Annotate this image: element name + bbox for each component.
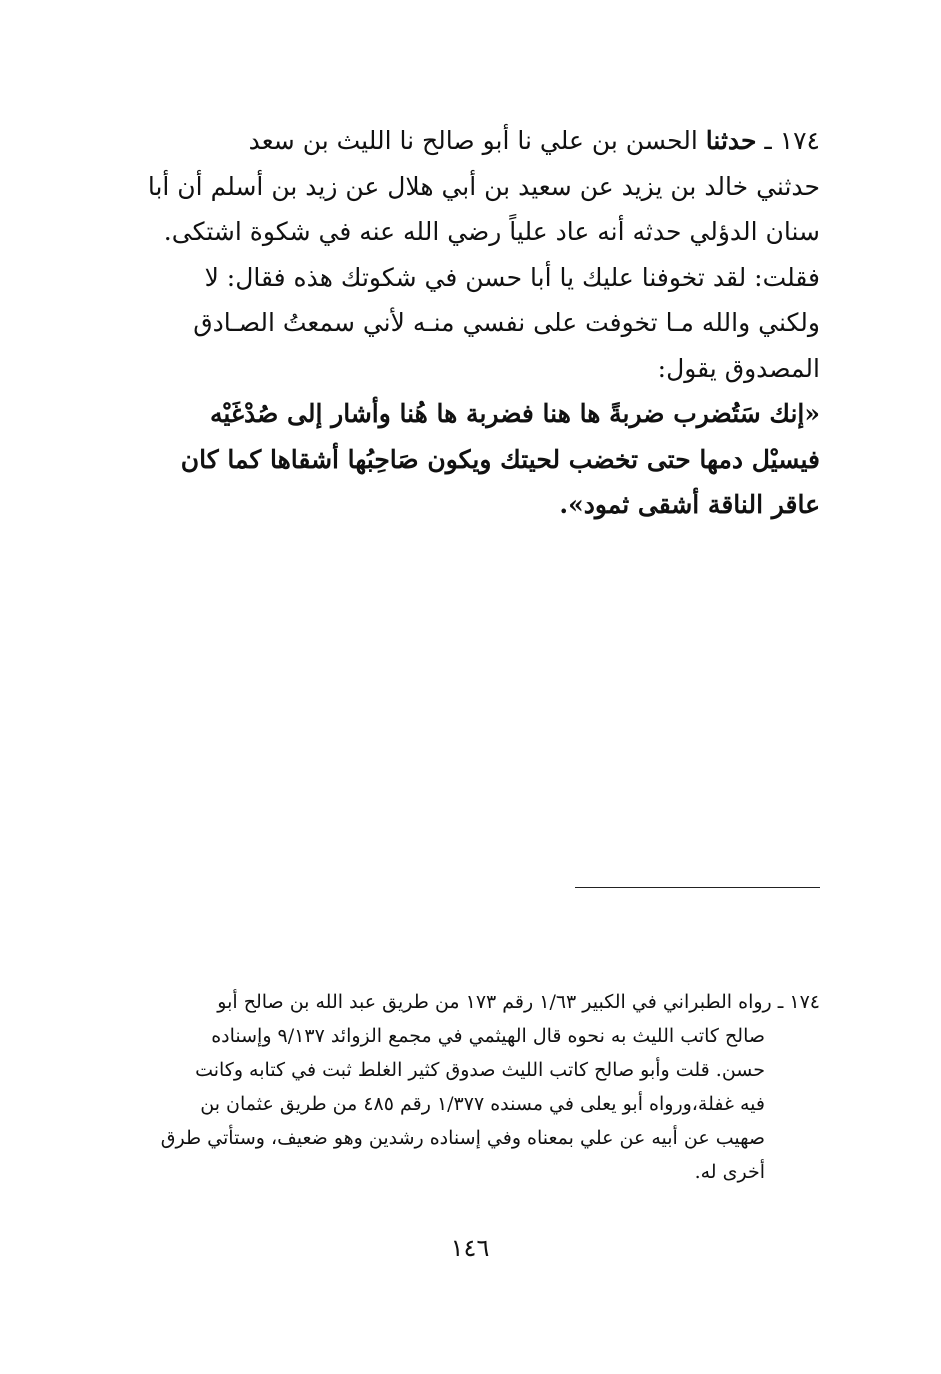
isnad-line-2: حدثني خالد بن يزيد عن سعيد بن أبي هلال عن زيد بن أسلم أن أبا	[147, 171, 820, 201]
matn-line-2: فيسيْل دمها حتى تخضب لحيتك ويكون صَاحِبُها أشقاها كما كان	[180, 444, 820, 474]
narration-line-6: المصدوق يقول:	[657, 353, 820, 383]
isnad-line-1: الحسن بن علي نا أبو صالح نا الليث بن سعد	[248, 126, 706, 155]
footnote-divider	[575, 887, 820, 888]
footnote-line-3: حسن. قلت وأبو صالح كاتب الليث صدوق كثير الغلط ثبت في كتابه وكانت	[195, 1059, 765, 1081]
footnote-line-5: صهيب عن أبيه عن علي بمعناه وفي إسناده رشدين وهو ضعيف، وستأتي طرق	[160, 1127, 765, 1149]
footnote-number: ١٧٤	[789, 991, 820, 1013]
footnote-first-line	[130, 985, 820, 1019]
matn-line-1: «إنك سَتُضرب ضربةً ها هنا فضربة ها هُنا وأشار إلى صُدْغَيْه	[209, 399, 820, 428]
hadith-body	[130, 118, 820, 528]
footnote-line-1: رواه الطبراني في الكبير ١/٦٣ رقم ١٧٣ من طريق عبد الله بن صالح أبو	[217, 991, 772, 1013]
matn-line-3: عاقر الناقة أشقى ثمود».	[559, 490, 820, 519]
narration-line-4: فقلت: لقد تخوفنا عليك يا أبا حسن في شكوتك هذه فقال: لا	[204, 262, 820, 292]
hadith-number-separator: ـ	[756, 126, 780, 155]
narration-line-5: ولكني والله مـا تخوفت على نفسي منـه لأني سمعتُ الصـادق	[193, 308, 820, 337]
page-number: ١٤٦	[450, 1234, 490, 1262]
footnote-line-2: صالح كاتب الليث به نحوه قال الهيثمي في مجمع الزوائد ٩/١٣٧ وإسناده	[211, 1025, 765, 1047]
footnote-line-6: أخرى له.	[694, 1161, 765, 1183]
hadith-first-line	[130, 118, 820, 164]
footnote-number-separator: ـ	[771, 991, 790, 1013]
footnote-block	[130, 985, 820, 1189]
footnote-line-4: فيه غفلة،ورواه أبو يعلى في مسنده ١/٣٧٧ رقم ٤٨٥ من طريق عثمان بن	[200, 1093, 765, 1115]
isnad-line-3: سنان الدؤلي حدثه أنه عاد علياً رضي الله عنه في شكوة اشتكى.	[163, 217, 820, 246]
hadith-number: ١٧٤	[779, 126, 820, 155]
haddathana-word: حدثنا	[705, 126, 757, 155]
